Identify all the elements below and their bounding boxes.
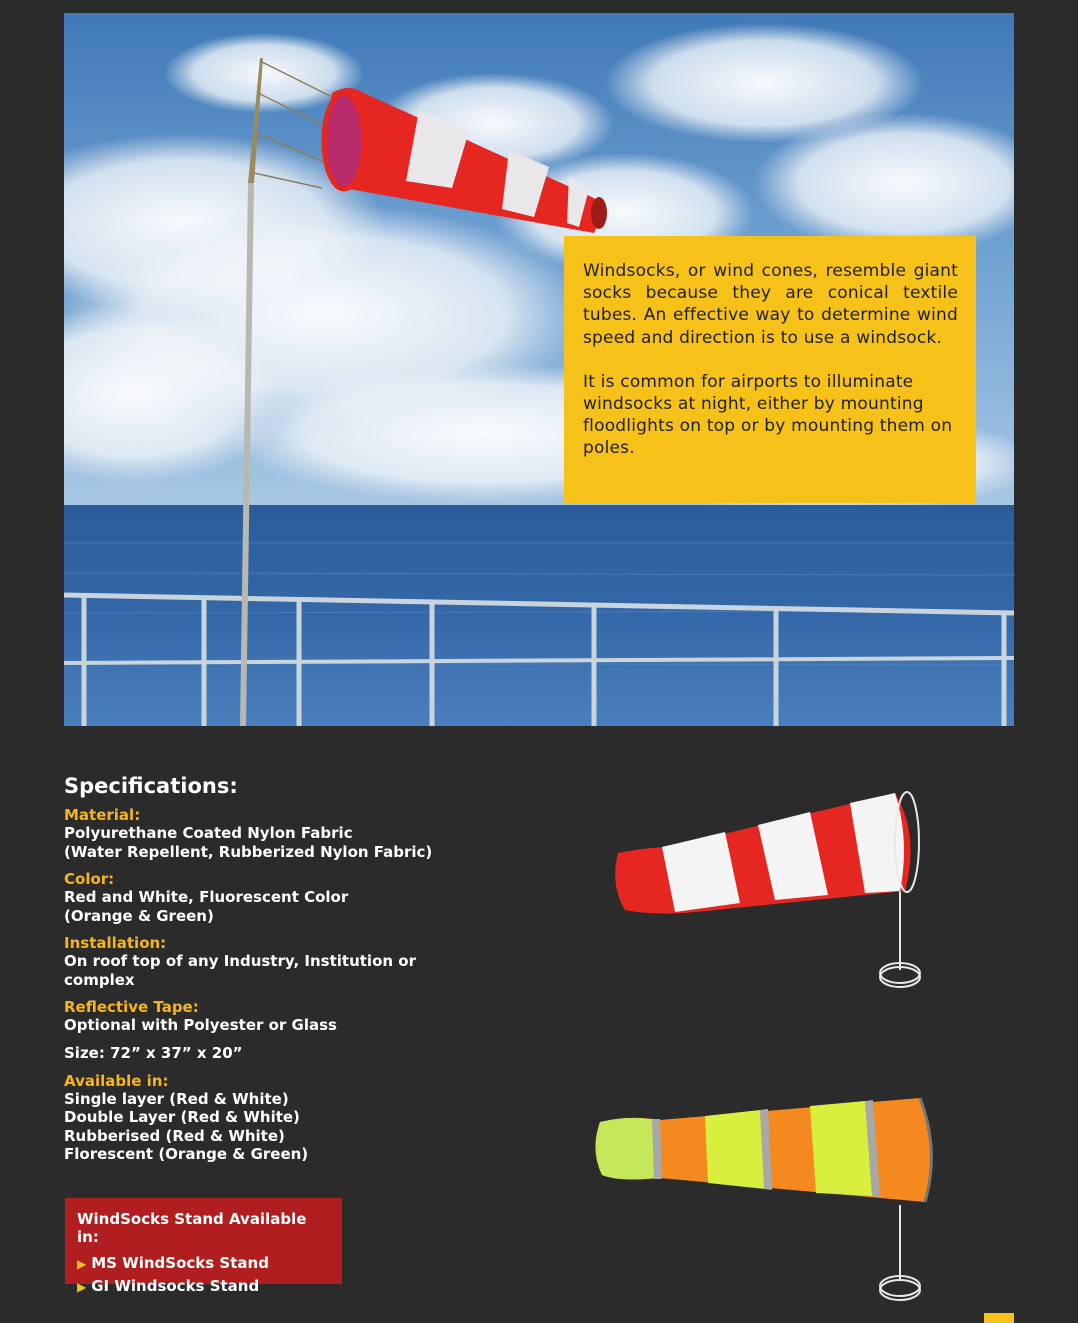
installation-spec bbox=[64, 934, 534, 989]
color-label: Color: bbox=[64, 870, 115, 888]
size-spec: Size: 72” x 37” x 20” bbox=[64, 1043, 243, 1062]
stand-item-label: GI Windsocks Stand bbox=[91, 1277, 260, 1295]
specifications-section bbox=[64, 774, 534, 1173]
page-marker bbox=[984, 1313, 1014, 1323]
stand-title: WindSocks Stand Available in: bbox=[77, 1210, 307, 1246]
stand-item-ms bbox=[77, 1252, 330, 1275]
material-value: Polyurethane Coated Nylon Fabric (Water Repellent, Rubberized Nylon Fabric) bbox=[64, 824, 433, 861]
stand-item-gi bbox=[77, 1275, 330, 1298]
stand-item-label: MS WindSocks Stand bbox=[91, 1254, 269, 1272]
reflective-tape-value: Optional with Polyester or Glass bbox=[64, 1016, 337, 1034]
description-callout bbox=[564, 236, 976, 503]
color-value: Red and White, Fluorescent Color (Orange & Green) bbox=[64, 888, 349, 925]
callout-paragraph-1: Windsocks, or wind cones, resemble giant socks because they are conical textile tubes. An effective way to determine wind speed and direction is to use a windsock. bbox=[583, 261, 958, 348]
installation-label: Installation: bbox=[64, 934, 167, 952]
available-spec bbox=[64, 1072, 534, 1164]
triangle-bullet-icon: ▶ bbox=[77, 1257, 87, 1271]
stand-availability-box bbox=[65, 1198, 342, 1295]
fluorescent-windsock-image bbox=[590, 1090, 940, 1310]
available-label: Available in: bbox=[64, 1071, 169, 1090]
color-spec bbox=[64, 870, 534, 925]
specifications-heading: Specifications: bbox=[64, 774, 238, 798]
reflective-tape-spec bbox=[64, 998, 534, 1035]
material-spec bbox=[64, 806, 534, 861]
installation-value: On roof top of any Industry, Institution or complex bbox=[64, 952, 416, 989]
material-label: Material: bbox=[64, 806, 141, 824]
triangle-bullet-icon: ▶ bbox=[77, 1280, 87, 1294]
callout-paragraph-2: It is common for airports to illuminate windsocks at night, either by mounting floodlights on top or by mounting them on poles. bbox=[583, 371, 953, 459]
red-white-windsock-image bbox=[610, 785, 940, 1000]
reflective-tape-label: Reflective Tape: bbox=[64, 998, 199, 1016]
available-value: Single layer (Red & White) Double Layer (Red & White) Rubberised (Red & White) Florescent (Orange & Green) bbox=[64, 1089, 309, 1163]
